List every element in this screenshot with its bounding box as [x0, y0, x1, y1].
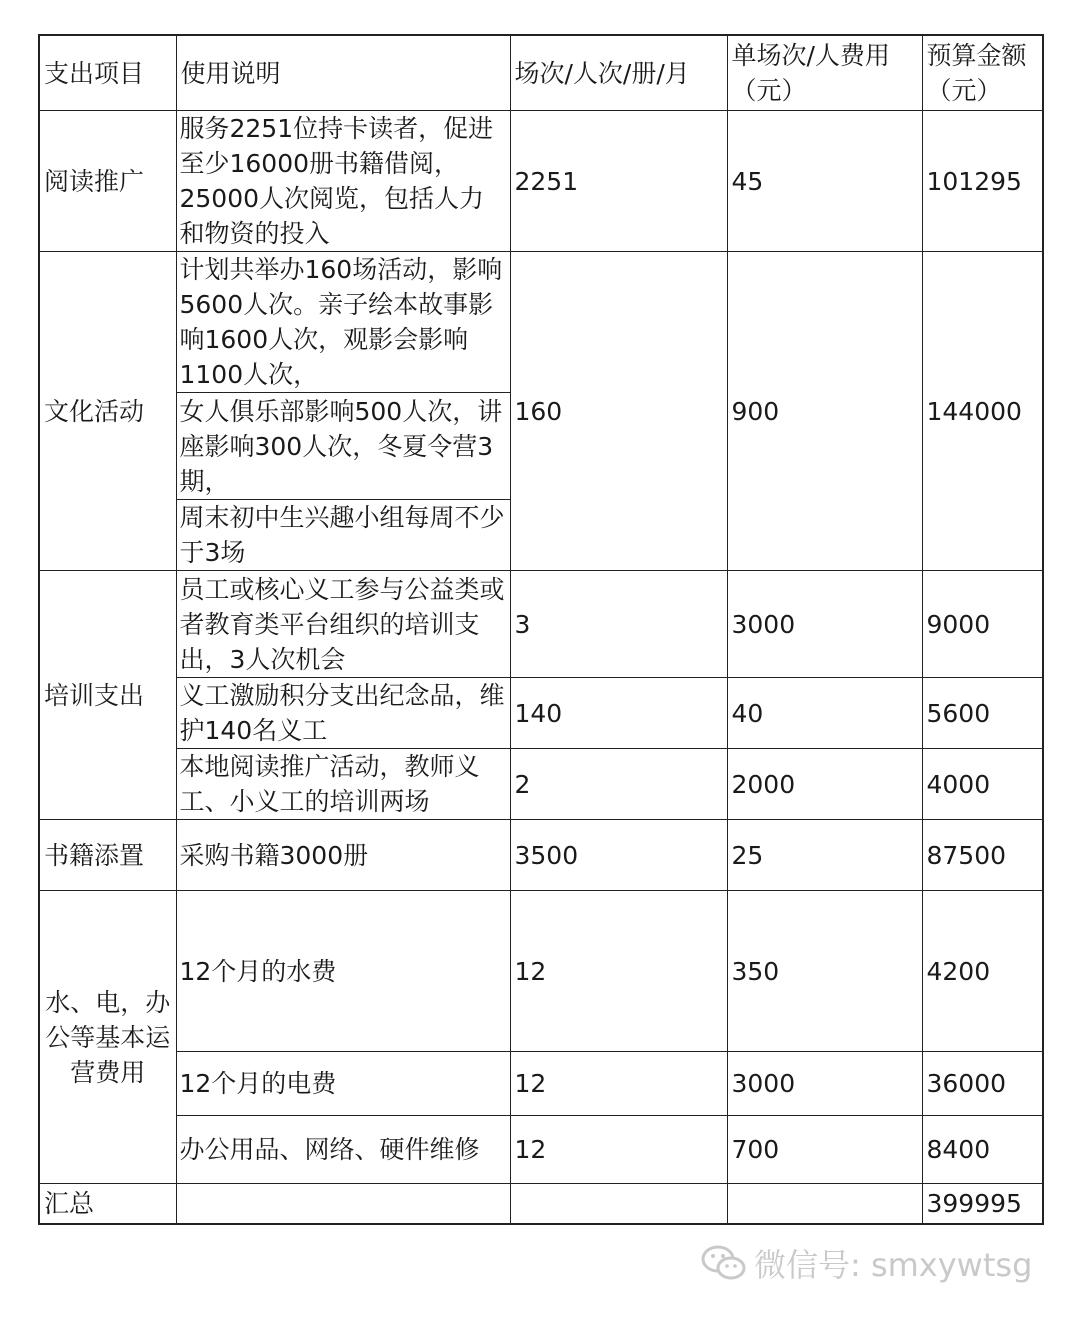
budget-cell: 144000 [922, 252, 1043, 571]
budget-cell: 4200 [922, 891, 1043, 1052]
unit-cost-cell: 900 [727, 252, 922, 571]
item-cell: 水、电，办公等基本运营费用 [39, 891, 176, 1184]
table-row [39, 571, 1043, 678]
quantity-cell: 140 [510, 678, 727, 749]
watermark [700, 1240, 1032, 1286]
table-row [39, 1116, 1043, 1184]
quantity-cell: 12 [510, 1052, 727, 1116]
budget-cell: 87500 [922, 820, 1043, 891]
description-cell: 办公用品、网络、硬件维修 [176, 1116, 510, 1184]
budget-cell: 101295 [922, 111, 1043, 252]
description-cell: 服务2251位持卡读者，促进至少16000册书籍借阅，25000人次阅览，包括人力和物资的投入 [176, 111, 510, 252]
description-cell: 义工激励积分支出纪念品，维护140名义工 [176, 678, 510, 749]
unit-cost-cell: 3000 [727, 571, 922, 678]
total-budget: 399995 [922, 1184, 1043, 1225]
description-cell: 计划共举办160场活动，影响5600人次。亲子绘本故事影响1600人次，观影会影响1100人次， [176, 252, 510, 393]
budget-cell: 4000 [922, 749, 1043, 820]
table-row [39, 891, 1043, 1052]
description-cell: 本地阅读推广活动，教师义工、小义工的培训两场 [176, 749, 510, 820]
item-cell: 培训支出 [39, 571, 176, 820]
item-cell: 阅读推广 [39, 111, 176, 252]
table-row [39, 1052, 1043, 1116]
quantity-cell: 12 [510, 1116, 727, 1184]
total-row [39, 1184, 1043, 1225]
unit-cost-cell: 700 [727, 1116, 922, 1184]
description-cell: 12个月的水费 [176, 891, 510, 1052]
description-cell: 员工或核心义工参与公益类或者教育类平台组织的培训支出，3人次机会 [176, 571, 510, 678]
item-cell: 文化活动 [39, 252, 176, 571]
quantity-cell: 160 [510, 252, 727, 571]
unit-cost-cell: 3000 [727, 1052, 922, 1116]
empty-cell [727, 1184, 922, 1225]
quantity-cell: 3500 [510, 820, 727, 891]
header-unit-cost: 单场次/人费用（元） [727, 35, 922, 111]
empty-cell [176, 1184, 510, 1225]
description-cell: 采购书籍3000册 [176, 820, 510, 891]
watermark-text: 微信号: smxywtsg [754, 1246, 1033, 1284]
quantity-cell: 2 [510, 749, 727, 820]
unit-cost-cell: 25 [727, 820, 922, 891]
table-row [39, 111, 1043, 252]
total-label: 汇总 [39, 1184, 176, 1225]
table-row [39, 749, 1043, 820]
quantity-cell: 3 [510, 571, 727, 678]
wechat-icon [700, 1243, 748, 1283]
header-item: 支出项目 [39, 35, 176, 111]
description-cell: 周末初中生兴趣小组每周不少于3场 [176, 500, 510, 571]
quantity-cell: 12 [510, 891, 727, 1052]
unit-cost-cell: 350 [727, 891, 922, 1052]
unit-cost-cell: 2000 [727, 749, 922, 820]
unit-cost-cell: 40 [727, 678, 922, 749]
quantity-cell: 2251 [510, 111, 727, 252]
header-row [39, 35, 1043, 111]
description-cell: 12个月的电费 [176, 1052, 510, 1116]
budget-cell: 9000 [922, 571, 1043, 678]
header-budget: 预算金额（元） [922, 35, 1043, 111]
budget-cell: 8400 [922, 1116, 1043, 1184]
item-cell: 书籍添置 [39, 820, 176, 891]
empty-cell [510, 1184, 727, 1225]
table-row [39, 678, 1043, 749]
description-cell: 女人俱乐部影响500人次，讲座影响300人次，冬夏令营3期， [176, 393, 510, 500]
budget-cell: 36000 [922, 1052, 1043, 1116]
unit-cost-cell: 45 [727, 111, 922, 252]
header-quantity: 场次/人次/册/月 [510, 35, 727, 111]
budget-cell: 5600 [922, 678, 1043, 749]
table-row [39, 252, 1043, 393]
table-row [39, 820, 1043, 891]
budget-table [38, 34, 1044, 1225]
header-description: 使用说明 [176, 35, 510, 111]
